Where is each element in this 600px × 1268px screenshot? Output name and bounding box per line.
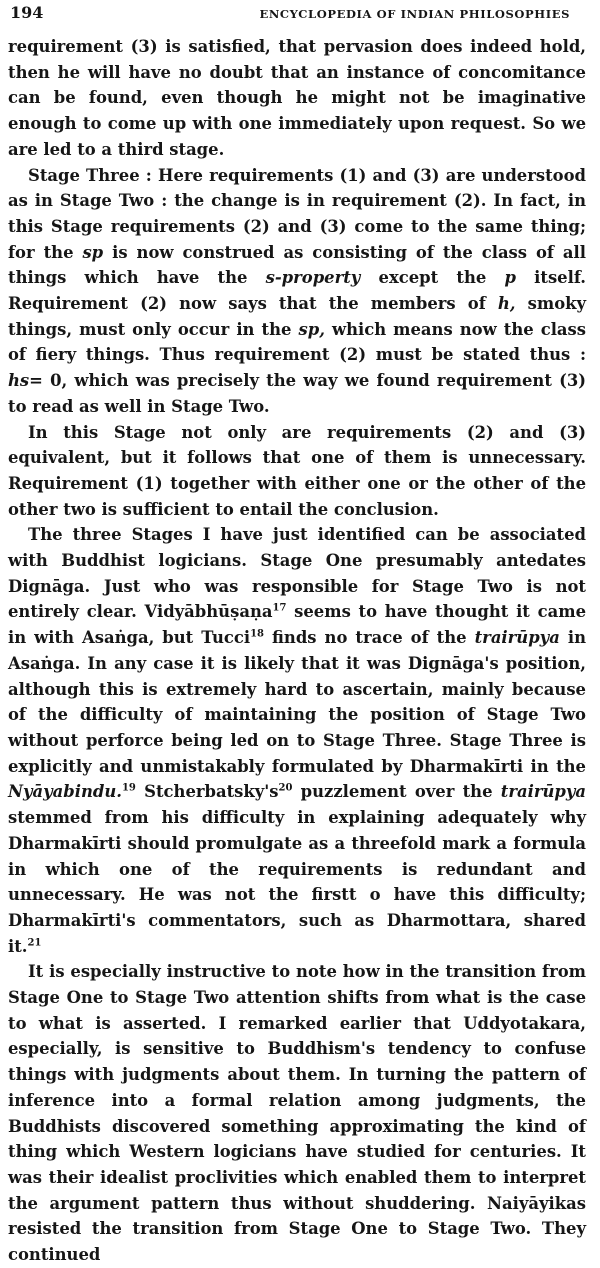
running-head: ENCYCLOPEDIA OF INDIAN PHILOSOPHIES <box>259 7 570 21</box>
text-run: requirement (3) is satisfied, that pervasion does indeed hold, then he will have no doubt that an instance of concomitance can be found, even though he might not be imaginative enough to come up with one immediately upon request. So we are led to a third stage. <box>8 37 586 159</box>
text-run: smoky things, must only occur in the <box>8 294 587 339</box>
italic-term: Nyāyabindu. <box>8 782 122 802</box>
italic-term: hs <box>8 371 30 391</box>
text-run: is now construed as consisting of the class of all things which have the <box>8 242 586 288</box>
page-header <box>8 0 586 30</box>
text-run: seems to have thought it came in with Asaṅga, but Tucci <box>8 602 586 648</box>
italic-term: trairūpya <box>474 628 560 648</box>
paragraph <box>8 420 586 523</box>
text-run: The three Stages I have just identified can be associated with Buddhist logicians. Stage One presumably antedates Dignāga. Just who was responsible for Stage Two is not entirely clear. Vidyābhūṣaṇa <box>8 525 586 622</box>
text-run: It is especially instructive to note how in the transition from Stage One to Stage Two attention shifts from what is the case to what is asserted. I remarked earlier that Uddyotakara, especially, is sensitive to Buddhism's tendency to confuse things with judgments about them. In turning the pattern of inference into a formal relation among judgments, the Buddhists discovered something approximating the kind of thing which Western logicians have studied for centuries. It was their idealist proclivities which enabled them to interpret the argument pattern thus without shuddering. Naiyāyikas resisted the transition from Stage One to Stage Two. They continued <box>8 962 586 1265</box>
text-run: which means now the class of fiery things. Thus requirement (2) must be stated thus : <box>8 319 586 365</box>
italic-term: sp, <box>298 319 325 339</box>
footnote-ref: 19 <box>121 782 136 794</box>
paragraph <box>8 522 586 959</box>
italic-term: s-property <box>265 268 361 288</box>
page-body <box>8 34 586 1268</box>
text-run: except the <box>360 268 505 288</box>
footnote-ref: 21 <box>27 937 42 949</box>
text-run: itself. Requirement (2) now says that the members of <box>8 268 586 314</box>
footnote-ref: 17 <box>272 603 287 614</box>
text-run: stemmed from his difficulty in explaining adequately why Dharmakīrti should promulgate as a threefold mark a formula in which one of the requirements is redundant and unnecessary. He was not the firstt o have this difficulty; Dharmakīrti's commentators, such as Dharmottara, shared it. <box>8 808 586 956</box>
text-run: = 0, which was precisely the way we found requirement (3) to read as well in Stage Two. <box>8 371 586 416</box>
footnote-ref: 20 <box>278 782 293 794</box>
text-run: puzzlement over the <box>292 782 501 802</box>
footnote-ref: 18 <box>250 628 264 640</box>
text-run: finds no trace of the <box>263 628 475 648</box>
text-run: Stage Three : Here requirements (1) and (3) are understood as in Stage Two : the change is in requirement (2). In fact, in this Stage requirements (2) and (3) come to the same thing; for the <box>8 165 586 262</box>
paragraph <box>8 959 586 1267</box>
text-run: In this Stage not only are requirements (2) and (3) equivalent, but it follows that one of them is unnecessary. Requirement (1) together with either one or the other of the other two is sufficient to entail the conclusion. <box>8 422 586 519</box>
paragraph <box>8 163 586 420</box>
paragraph <box>8 34 586 163</box>
italic-term: sp <box>82 242 104 262</box>
text-run: in Asaṅga. In any case it is likely that it was Dignāga's position, although this is extremely hard to ascertain, mainly because of the difficulty of maintaining the position of Stage Two without perforce being led on to Stage Three. Stage Three is explicitly and unmistakably formulated by Dharmakīrti in the <box>8 628 586 776</box>
italic-term: trairūpya <box>500 782 586 802</box>
page-number: 194 <box>10 3 44 22</box>
text-run: Stcherbatsky's <box>135 782 279 802</box>
italic-term: h, <box>497 294 516 314</box>
italic-term: p <box>504 268 516 288</box>
